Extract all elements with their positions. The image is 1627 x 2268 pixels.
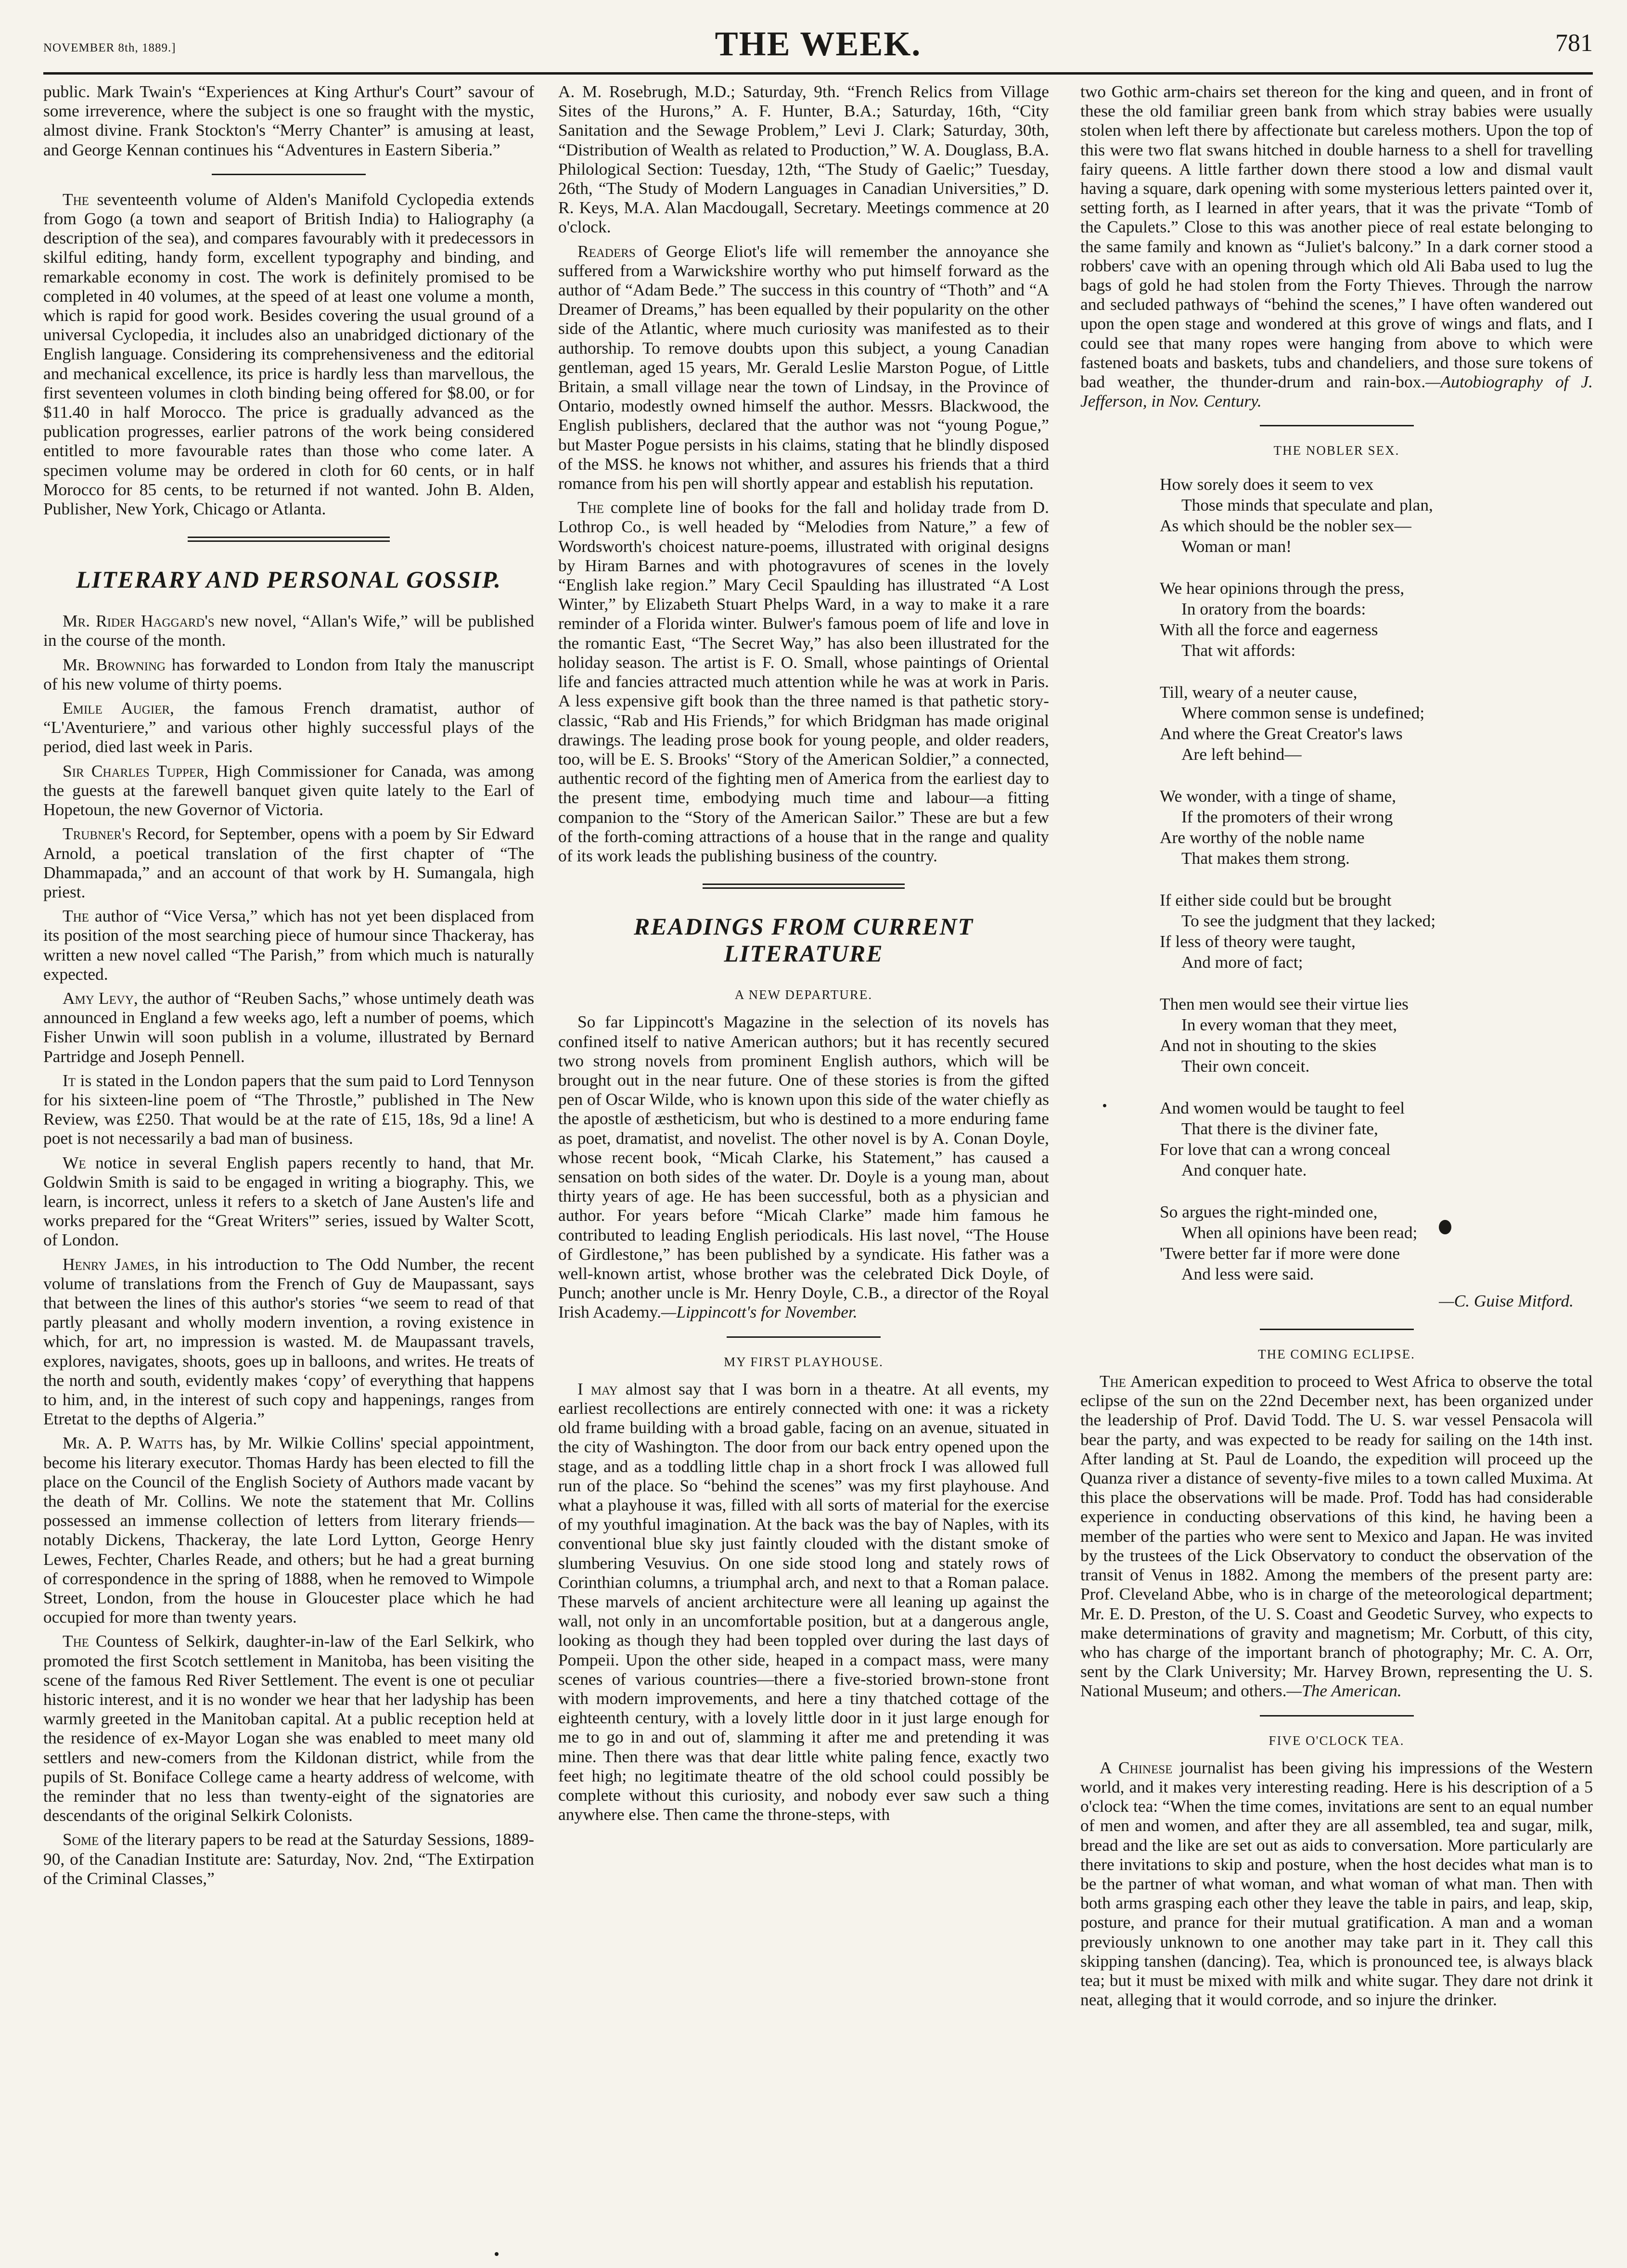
divider [1260,1715,1414,1717]
subheading-five-oclock-tea: FIVE O'CLOCK TEA. [1268,1733,1405,1748]
poem-stanza: How sorely does it seem to vex Those minds that speculate and plan, As which should be the nobler sex— Woman or man! [1160,474,1433,556]
section-heading-readings: READINGS FROM CURRENT LITERATURE [633,913,974,967]
poem-stanza: And women would be taught to feel That there is the diviner fate, For love that can a wrong conceal And conquer hate. [1160,1098,1405,1179]
masthead [43,18,1593,71]
gossip-item: It is stated in the London papers that the sum paid to Lord Tennyson for his sixteen-line poem of “The Throstle,” published in The New Review, was £250. That would be at the rate of £15, 18s, 9d a line! A poet is not necessarily a bad man of business. [43,1070,534,1148]
poem-stanza: Then men would see their virtue lies In every woman that they meet, And not in shouting to the skies Their own conceit. [1160,994,1409,1076]
ink-speck [1103,1104,1106,1107]
poem [1160,474,1593,1284]
poem-stanza: We hear opinions through the press, In oratory from the boards: With all the force and eagerness That wit affords: [1160,578,1405,660]
paragraph: So far Lippincott's Magazine in the selection of its novels has confined itself to native American authors; but it has recently secured two strong novels from prominent English authors, which will be brought out in the near future. One of these stories is from the gifted pen of Oscar Wilde, who is known upon this side of the water chiefly as the apostle of æstheticism, but who is destined to a more enduring fame as poet, dramatist, and novelist. The other novel is by A. Conan Doyle, whose recent book, “Micah Clarke, his Statement,” has caused a sensation on both sides of the water. Dr. Doyle is a young man, about thirty years of age. He has been successful, both as a physician and author. For years before “Micah Clarke” made him famous he contributed to leading English periodicals. His last novel, “The House of Girdlestone,” has been published by a syndicate. His father was a well-known artist, whose brother was the celebrated Dick Doyle, of Punch; another uncle is Mr. Henry Doyle, C.B., a director of the Royal Irish Academy.—Lippincott's for November. [558,1012,1049,1322]
subheading-coming-eclipse: THE COMING ECLIPSE. [1258,1346,1415,1361]
paragraph: public. Mark Twain's “Experiences at King Arthur's Court” savour of some irreverence, where the subject is one so fraught with the mystic, almost divine. Frank Stockton's “Merry Chanter” is amusing at least, and George Kennan continues his “Adventures in Eastern Siberia.” [43,82,534,159]
page-number: 781 [1555,29,1593,57]
section-heading-gossip: LITERARY AND PERSONAL GOSSIP. [76,566,502,593]
gossip-item: Henry James, in his introduction to The Odd Number, the recent volume of translations from the French of Guy de Maupassant, says that between the lines of this author's stories “we seem to read of that partly pleasant and wholly modern invention, a roving existence in which, for art, no impression is wasted. M. de Maupassant travels, explores, navigates, shoots, goes up in balloons, and writes. He treats of the north and south, evidently makes ‘copy’ of everything that happens to him, and, in the interest of such copy and happenings, ranges from Etretat to the depths of Algeria.” [43,1254,534,1429]
poem-stanza: Till, weary of a neuter cause, Where common sense is undefined; And where the Great Creator's laws Are left behind— [1160,682,1425,764]
ink-speck [1439,1220,1451,1234]
poem-stanza: If either side could but be brought To see the judgment that they lacked; If less of theory were taught, And more of fact; [1160,890,1436,972]
column-1 [43,82,534,1893]
section-divider [188,537,390,542]
gossip-item: Trubner's Record, for September, opens with a poem by Sir Edward Arnold, a poetical translation of the first chapter of “The Dhammapada,” and an account of that work by H. Sumangala, high priest. [43,824,534,901]
paragraph: The American expedition to proceed to West Africa to observe the total eclipse of the sun on the 22nd December next, has been organized under the leadership of Prof. David Todd. The U. S. war vessel Pensacola will bear the party, and was expected to be ready for sailing on the 14th inst. After landing at St. Paul de Loando, the expedition will proceed up the Quanza river a distance of seventy-five miles to a town called Muxima. At this place the observations will be made. Prof. Todd has had considerable experience in conducting observations of this kind, he having been a member of the parties who were sent to Mexico and Japan. He was invited by the trustees of the Lick Observatory to conduct the observation of the transit of Venus in 1882. Among the members of the present party are: Prof. Cleveland Abbe, who is in charge of the meteorological department; Mr. E. D. Preston, of the U. S. Coast and Geodetic Survey, who expects to make determinations of gravity and magnetism; Mr. Corbutt, of this city, who has charge of the important branch of photography; Mr. C. A. Orr, sent by the Clark University; Mr. Harvey Brown, representing the U. S. National Museum; and others.—The American. [1080,1371,1593,1701]
divider [1260,425,1414,426]
paragraph: two Gothic arm-chairs set thereon for the king and queen, and in front of these the old familiar green bank from which stray babies were usually stolen when left there by affectionate but careless mothers. Upon the top of this were two flat swans hitched in double harness to a shell for travelling fairy queens. A little farther down there stood a low and dismal vault having a square, dark opening with some mysterious letters painted over it, setting forth, as I learned in after years, that it was the private “Tomb of the Capulets.” Close to this was another piece of real estate belonging to the same family and known as “Juliet's balcony.” In a dark corner stood a robbers' cave with an opening through which old Ali Baba used to lug the bags of gold he had stolen from the Forty Thieves. Through the narrow and secluded pathways of “behind the scenes,” I have often wandered out upon the open stage and wondered at this grove of wings and flats, and I could see that many ropes were hanging from above to which were fastened boats and baskets, tubs and chandeliers, and those sure tokens of bad weather, the thunder-drum and rain-box.—Autobiography of J. Jefferson, in Nov. Century. [1080,82,1593,411]
masthead-rule [43,72,1593,75]
gossip-item: Emile Augier, the famous French dramatist, author of “L'Aventuriere,” and various other highly successful plays of the period, died last week in Paris. [43,698,534,756]
gossip-item: Mr. Browning has forwarded to London from Italy the manuscript of his new volume of thirty poems. [43,654,534,693]
poem-attribution: —C. Guise Mitford. [1439,1291,1574,1310]
column-3 [1080,82,1593,2014]
divider [727,1336,881,1338]
paragraph: A. M. Rosebrugh, M.D.; Saturday, 9th. “French Relics from Village Sites of the Hurons,” A. F. Hunter, B.A.; Saturday, 16th, “City Sanitation and the Sewage Problem,” Levi J. Clark; Saturday, 30th, “Distribution of Wealth as related to Production,” W. A. Douglass, B.A. Philological Section: Tuesday, 12th, “The Study of Gaelic;” Tuesday, 26th, “The Study of Modern Languages in Canadian Universities,” D. R. Keys, M.A. Alan Macdougall, Secretary. Meetings commence at 20 o'clock. [558,82,1049,237]
gossip-item: Mr. Rider Haggard's new novel, “Allan's Wife,” will be published in the course of the month. [43,611,534,650]
gossip-item: The author of “Vice Versa,” which has not yet been displaced from its position of the most searching piece of humour since Thackeray, has written a new novel called “The Parish,” from which much is naturally expected. [43,906,534,984]
gossip-item: Mr. A. P. Watts has, by Mr. Wilkie Collins' special appointment, become his literary executor. Thomas Hardy has been elected to fill the place on the Council of the English Society of Authors made vacant by the death of Mr. Collins. We note the statement that Mr. Collins possessed an immense collection of letters from literary friends—notably Dickens, Thackeray, the late Lord Lytton, George Henry Lewes, Fechter, Charles Reade, and others; but he had a great burning of correspondence in the spring of 1888, when he removed to Wimpole Street, London, from the house in Gloucester place which he had occupied for more than twenty years. [43,1433,534,1627]
gossip-item: Some of the literary papers to be read at the Saturday Sessions, 1889-90, of the Canadian Institute are: Saturday, Nov. 2nd, “The Extirpation of the Criminal Classes,” [43,1830,534,1888]
divider [1260,1329,1414,1330]
ink-speck [495,2252,499,2256]
subheading-first-playhouse: MY FIRST PLAYHOUSE. [724,1354,884,1369]
publication-title: THE WEEK. [715,25,922,63]
paragraph: The complete line of books for the fall and holiday trade from D. Lothrop Co., is well headed by “Melodies from Nature,” a few of Wordsworth's choicest nature-poems, illustrated with original designs by Hiram Barnes and with photogravures of scenes in the lovely “English lake region.” Mary Cecil Spaulding has illustrated “A Lost Winter,” by Elizabeth Stuart Phelps Ward, in a way to make it a rare reminder of a Florida winter. Bulwer's famous poem of life and love in the romantic East, “The Secret Way,” has also been illustrated for the holiday season. The artist is F. O. Small, whose paintings of Oriental life and fancies attracted much attention while he was at work in Paris. A less expensive gift book than the three named is that pathetic story-classic, “Rab and His Friends,” for which Bridgman has made original drawings. The leading prose book for young people, and older readers, too, will be E. S. Brooks' “Story of the American Soldier,” a connected, authentic record of the fighting men of America from the earliest day to the present time, embodying much time and labour—a fitting companion to the “Story of the American Sailor.” These are but a few of the forth-coming attractions of a house that in the range and quality of its work leads the publishing business of the country. [558,498,1049,865]
section-divider [703,884,905,889]
gossip-item: Amy Levy, the author of “Reuben Sachs,” whose untimely death was announced in England a few weeks ago, left a number of poems, which Fisher Unwin will soon publish in a volume, illustrated by Bernard Partridge and Joseph Pennell. [43,988,534,1066]
poem-stanza: We wonder, with a tinge of shame, If the promoters of their wrong Are worthy of the noble name That makes them strong. [1160,786,1396,868]
paragraph: A Chinese journalist has been giving his impressions of the Western world, and it makes very interesting reading. Here is his description of a 5 o'clock tea: “When the time comes, invitations are sent to an equal number of men and women, and after they are all assembled, tea and sugar, milk, bread and the like are set out as aids to conversation. More particularly are there invitations to skip and posture, when the host decides what man is to be the partner of what woman, and what woman of what man. Then with both arms grasping each other they leave the table in pairs, and leap, skip, posture, and prance for their mutual gratification. A man and a woman previously unknown to one another may take part in it. They call this skipping tanshen (dancing). Tea, which is pronounced tee, is always black tea; but it must be mixed with milk and white sugar. They dare not drink it neat, alleging that it would corrode, and so injure the drinker. [1080,1757,1593,2010]
subheading-nobler-sex: THE NOBLER SEX. [1273,443,1400,458]
gossip-item: The Countess of Selkirk, daughter-in-law of the Earl Selkirk, who promoted the first Scotch settlement in Manitoba, has been visiting the scene of the famous Red River Settlement. The event is one ot peculiar historic interest, and it is no wonder we hear that her ladyship has been warmly greeted in the Manitoban capital. At a public reception held at the residence of ex-Mayor Logan she was enabled to meet many old settlers and new-comers from the Kildonan district, while from the pupils of St. Boniface College came a hearty address of welcome, with the reminder that no less than twenty-eight of the signatories are descendants of the original Selkirk Colonists. [43,1631,534,1825]
gossip-item: Sir Charles Tupper, High Commissioner for Canada, was among the guests at the farewell banquet given quite lately to the Earl of Hopetoun, the new Governor of Victoria. [43,761,534,820]
column-2 [558,82,1049,1829]
gossip-item: We notice in several English papers recently to hand, that Mr. Goldwin Smith is said to be engaged in writing a biography. This, we learn, is incorrect, unless it refers to a sketch of Jane Austen's life and works prepared for the “Great Writers'” series, issued by Walter Scott, of London. [43,1153,534,1250]
subheading-new-departure: A NEW DEPARTURE. [734,987,873,1002]
issue-date: NOVEMBER 8th, 1889.] [43,41,176,54]
poem-stanza: So argues the right-minded one, When all opinions have been read; 'Twere better far if more were done And less were said. [1160,1202,1418,1283]
paragraph: I may almost say that I was born in a theatre. At all events, my earliest recollections are entirely connected with one: it was a rickety old frame building with a broad gable, facing on an avenue, situated in the city of Washington. The door from our back entry opened upon the stage, and as a toddling little chap in a short frock I was allowed full run of the place. So “behind the scenes” was my first playhouse. And what a playhouse it was, filled with all sorts of material for the exercise of my youthful imagination. At the back was the bay of Naples, with its conventional blue sky just faintly clouded with the distant smoke of slumbering Vesuvius. On one side stood long and stately rows of Corinthian columns, a triumphal arch, and next to that a Roman palace. These marvels of ancient architecture were all leaning up against the wall, not only in an uncomfortable position, but at a dangerous angle, looking as though they had been toppled over during the last days of Pompeii. Upon the other side, heaped in a compact mass, were many scenes of various countries—there a five-storied brown-stone front with modern improvements, and here a tiny thatched cottage of the eighteenth century, with a lovely little door in it just large enough for me to go in and out of, slamming it after me and pretending it was mine. Then there was that dear little white paling fence, exactly two feet high; no legitimate theatre of the old school could possibly be complete without this curiosity, and nobody ever saw such a thing anywhere else. Then came the throne-steps, with [558,1379,1049,1824]
divider [212,174,366,175]
paragraph: The seventeenth volume of Alden's Manifold Cyclopedia extends from Gogo (a town and seaport of British India) to Haliography (a description of the sea), and compares favourably with it predecessors in skilful editing, handy form, excellent typography and binding, and remarkable economy in cost. The work is definitely promised to be completed in 40 volumes, at the speed of at least one volume a month, which is rapid for good work. Besides covering the usual ground of a universal Cyclopedia, it includes also an unabridged dictionary of the English language. Considering its comprehensiveness and the editorial and mechanical excellence, its price is hardly less than marvellous, the first seventeen volumes in cloth binding being offered for $8.00, or for $11.40 in half Morocco. The price is gradually advanced as the publication progresses, earlier patrons of the work being considered entitled to more favourable rates than those who come later. A specimen volume may be ordered in cloth for 60 cents, or in half Morocco for 85 cents, to be returned if not wanted. John B. Alden, Publisher, New York, Chicago or Atlanta. [43,189,534,519]
paragraph: Readers of George Eliot's life will remember the annoyance she suffered from a Warwickshire worthy who put himself forward as the author of “Adam Bede.” The success in this country of “Thoth” and “A Dreamer of Dreams,” has been equalled by their popularity on the other side of the Atlantic, where much curiosity was manifested as to their authorship. To remove doubts upon this subject, a young Canadian gentleman, aged 15 years, Mr. Gerald Leslie Marston Pogue, of Little Britain, a small village near the town of Lindsay, in the Province of Ontario, modestly owned himself the author. Messrs. Blackwood, the English publishers, declared that the author was not “young Pogue,” but Master Pogue persists in his claims, stating that he blindly disposed of the MSS. he knows not whither, and assures his friends that a third romance from his pen will shortly appear and establish his reputation. [558,241,1049,493]
